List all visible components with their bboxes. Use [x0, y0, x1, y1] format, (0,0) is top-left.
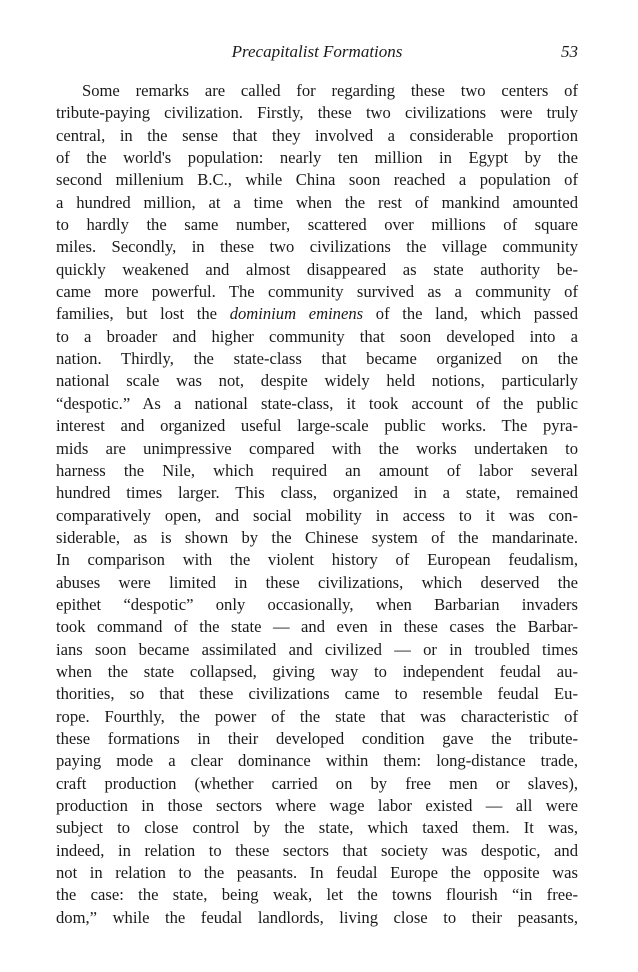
text-line: thorities, so that these civilizations came to resemble feudal Eu-: [56, 684, 578, 704]
text-line: epithet “despotic” only occasionally, when Barbarian invaders: [56, 594, 578, 614]
text-line: craft production (whether carried on by free men or slaves),: [56, 773, 578, 793]
text-line: took command of the state — and even in these cases the Barbar-: [56, 617, 578, 637]
text-line: subject to close control by the state, which taxed them. It was,: [56, 818, 578, 838]
text-line: when the state collapsed, giving way to independent feudal au-: [56, 661, 578, 681]
text-line: dom,” while the feudal landlords, living close to their peasants,: [56, 907, 578, 927]
text-line: production in those sectors where wage labor existed — all were: [56, 796, 578, 815]
text-line: nation. Thirdly, the state-class that became organized on the: [56, 349, 578, 369]
page-number: 53: [561, 42, 578, 61]
text-line: In comparison with the violent history of European feudalism,: [56, 550, 578, 570]
running-title: Precapitalist Formations: [231, 42, 403, 61]
body-paragraph: [56, 80, 578, 929]
text-line: to a broader and higher community that soon developed into a: [56, 326, 578, 346]
text-line: siderable, as is shown by the Chinese system of the mandarinate.: [56, 527, 578, 547]
text-segment: of the land, which passed: [375, 304, 578, 324]
text-line: a hundred million, at a time when the rest of mankind amounted: [56, 192, 578, 212]
text-line: paying mode a clear dominance within them: long-distance trade,: [56, 751, 578, 771]
text-line: comparatively open, and social mobility in access to it was con-: [56, 505, 578, 525]
text-line: came more powerful. The community survived as a community of: [56, 282, 578, 302]
text-line: hundred times larger. This class, organized in a state, remained: [56, 483, 578, 503]
text-line: national scale was not, despite widely held notions, particularly: [56, 371, 578, 391]
text-line: the case: the state, being weak, let the towns flourish “in free-: [56, 885, 578, 905]
text-line: rope. Fourthly, the power of the state that was characteristic of: [56, 706, 578, 726]
text-line: interest and organized useful large-scale public works. The pyra-: [56, 416, 578, 436]
text-line-with-emphasis: [56, 303, 578, 325]
text-line: “despotic.” As a national state-class, it took account of the public: [56, 393, 578, 413]
text-line: quickly weakened and almost disappeared as state authority be-: [56, 259, 578, 279]
text-line: these formations in their developed condition gave the tribute-: [56, 728, 578, 748]
text-line: second millenium B.C., while China soon reached a population of: [56, 170, 578, 190]
running-head: [56, 42, 578, 66]
text-line: central, in the sense that they involved a considerable proportion: [56, 125, 578, 145]
text-line: ians soon became assimilated and civilized — or in troubled times: [56, 639, 578, 659]
text-line: Some remarks are called for regarding these two centers of: [82, 81, 578, 100]
text-line: mids are unimpressive compared with the works undertaken to: [56, 438, 578, 458]
text-line: abuses were limited in these civilizations, which deserved the: [56, 572, 578, 592]
emphasized-term: dominium eminens: [229, 304, 364, 324]
book-page: [56, 42, 578, 929]
text-line: indeed, in relation to these sectors that society was despotic, and: [56, 840, 578, 860]
text-line: miles. Secondly, in these two civilizations the village community: [56, 237, 578, 257]
text-line: tribute-paying civilization. Firstly, these two civilizations were truly: [56, 103, 578, 123]
text-line: harness the Nile, which required an amount of labor several: [56, 460, 578, 480]
text-line: not in relation to the peasants. In feudal Europe the opposite was: [56, 863, 578, 883]
text-line: to hardly the same number, scattered over millions of square: [56, 215, 578, 235]
text-segment: families, but lost the: [56, 304, 218, 324]
text-line: of the world's population: nearly ten million in Egypt by the: [56, 148, 578, 168]
